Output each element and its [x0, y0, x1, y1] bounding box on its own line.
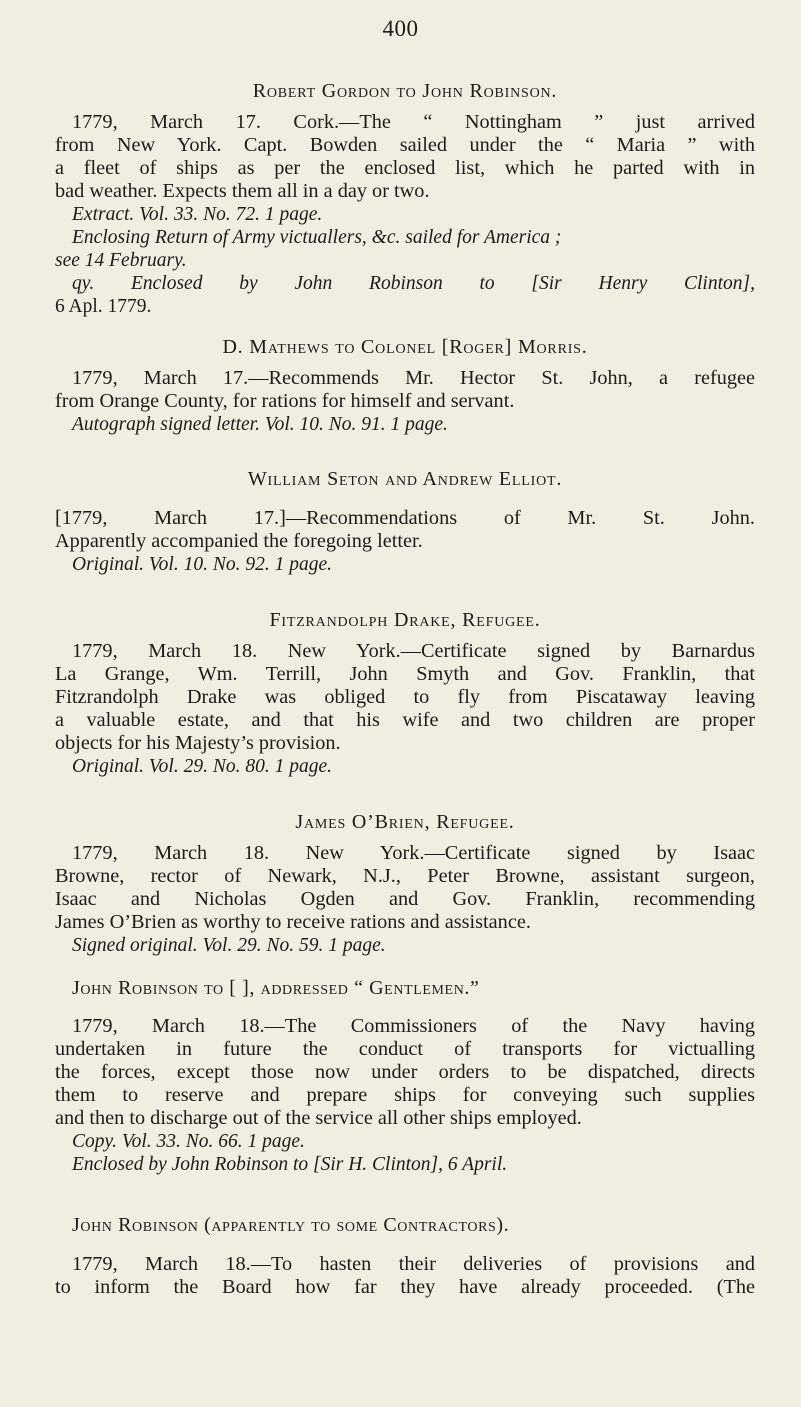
- entry-reference: [55, 934, 755, 957]
- body-line: and then to discharge out of the service all other ships employed.: [55, 1107, 582, 1129]
- body-line: [1779, March 17.]—Recommendations of Mr. St. John.: [55, 507, 755, 529]
- ref-line: Signed original. Vol. 29. No. 59. 1 page.: [72, 935, 386, 956]
- body-line: 1779, March 18. New York.—Certificate signed by Barnardus: [72, 640, 755, 662]
- entry-reference: [55, 755, 755, 778]
- entry-heading: John Robinson to [ ], addressed “ Gentlemen.”: [72, 977, 480, 999]
- body-line: Browne, rector of Newark, N.J., Peter Browne, assistant surgeon,: [55, 865, 755, 887]
- entry-body: [55, 1253, 755, 1299]
- body-line: from New York. Capt. Bowden sailed under the “ Maria ” with: [55, 134, 755, 156]
- body-line: 1779, March 17. Cork.—The “ Nottingham ” just arrived: [72, 111, 755, 133]
- body-line: Apparently accompanied the foregoing letter.: [55, 530, 423, 552]
- entry-heading: James O’Brien, Refugee.: [295, 811, 515, 833]
- body-line: La Grange, Wm. Terrill, John Smyth and Gov. Franklin, that: [55, 663, 755, 685]
- ref-line: Autograph signed letter. Vol. 10. No. 91. 1 page.: [72, 414, 448, 435]
- body-line: Fitzrandolph Drake was obliged to fly from Piscataway leaving: [55, 686, 755, 708]
- entry-heading: William Seton and Andrew Elliot.: [247, 468, 563, 490]
- ref-line: see 14 February.: [55, 250, 187, 271]
- page-number: 400: [382, 16, 419, 41]
- ref-line: Copy. Vol. 33. No. 66. 1 page.: [72, 1131, 305, 1152]
- entry-reference: [55, 1130, 755, 1176]
- entry-body: [55, 367, 755, 413]
- ref-line: Original. Vol. 10. No. 92. 1 page.: [72, 554, 333, 575]
- body-line: the forces, except those now under orders to be dispatched, directs: [55, 1061, 755, 1083]
- ref-line: 6 Apl. 1779.: [55, 296, 152, 317]
- body-line: Isaac and Nicholas Ogden and Gov. Franklin, recommending: [55, 888, 755, 910]
- ref-line: qy. Enclosed by John Robinson to [Sir Henry Clinton],: [72, 273, 755, 294]
- entry-body: [55, 842, 755, 934]
- entry-reference: [55, 553, 755, 576]
- entry-heading: D. Mathews to Colonel [Roger] Morris.: [222, 336, 588, 358]
- ref-line: Original. Vol. 29. No. 80. 1 page.: [72, 756, 333, 777]
- entry-body: [55, 111, 755, 203]
- entry-reference: [55, 203, 755, 318]
- body-line: to inform the Board how far they have already proceeded. (The: [55, 1276, 755, 1298]
- entry-reference: [55, 413, 755, 436]
- entry-body: [55, 1015, 755, 1130]
- entry-body: [55, 640, 755, 755]
- body-line: objects for his Majesty’s provision.: [55, 732, 341, 754]
- body-line: 1779, March 17.—Recommends Mr. Hector St. John, a refugee: [72, 367, 755, 389]
- entry-heading: Fitzrandolph Drake, Refugee.: [269, 609, 541, 631]
- entry-body: [55, 507, 755, 553]
- body-line: undertaken in future the conduct of transports for victualling: [55, 1038, 755, 1060]
- ref-line: Extract. Vol. 33. No. 72. 1 page.: [72, 204, 323, 225]
- body-line: bad weather. Expects them all in a day or two.: [55, 180, 430, 202]
- body-line: 1779, March 18.—To hasten their deliveries of provisions and: [72, 1253, 755, 1275]
- body-line: 1779, March 18. New York.—Certificate signed by Isaac: [72, 842, 755, 864]
- body-line: them to reserve and prepare ships for conveying such supplies: [55, 1084, 755, 1106]
- ref-line: Enclosing Return of Army victuallers, &c. sailed for America ;: [72, 227, 562, 248]
- ref-line: Enclosed by John Robinson to [Sir H. Clinton], 6 April.: [72, 1154, 508, 1175]
- body-line: from Orange County, for rations for himself and servant.: [55, 390, 515, 412]
- body-line: 1779, March 18.—The Commissioners of the Navy having: [72, 1015, 755, 1037]
- body-line: a fleet of ships as per the enclosed list, which he parted with in: [55, 157, 755, 179]
- body-line: a valuable estate, and that his wife and two children are proper: [55, 709, 755, 731]
- body-line: James O’Brien as worthy to receive rations and assistance.: [55, 911, 531, 933]
- entry-heading: Robert Gordon to John Robinson.: [252, 80, 558, 102]
- entry-heading: John Robinson (apparently to some Contractors).: [72, 1214, 510, 1236]
